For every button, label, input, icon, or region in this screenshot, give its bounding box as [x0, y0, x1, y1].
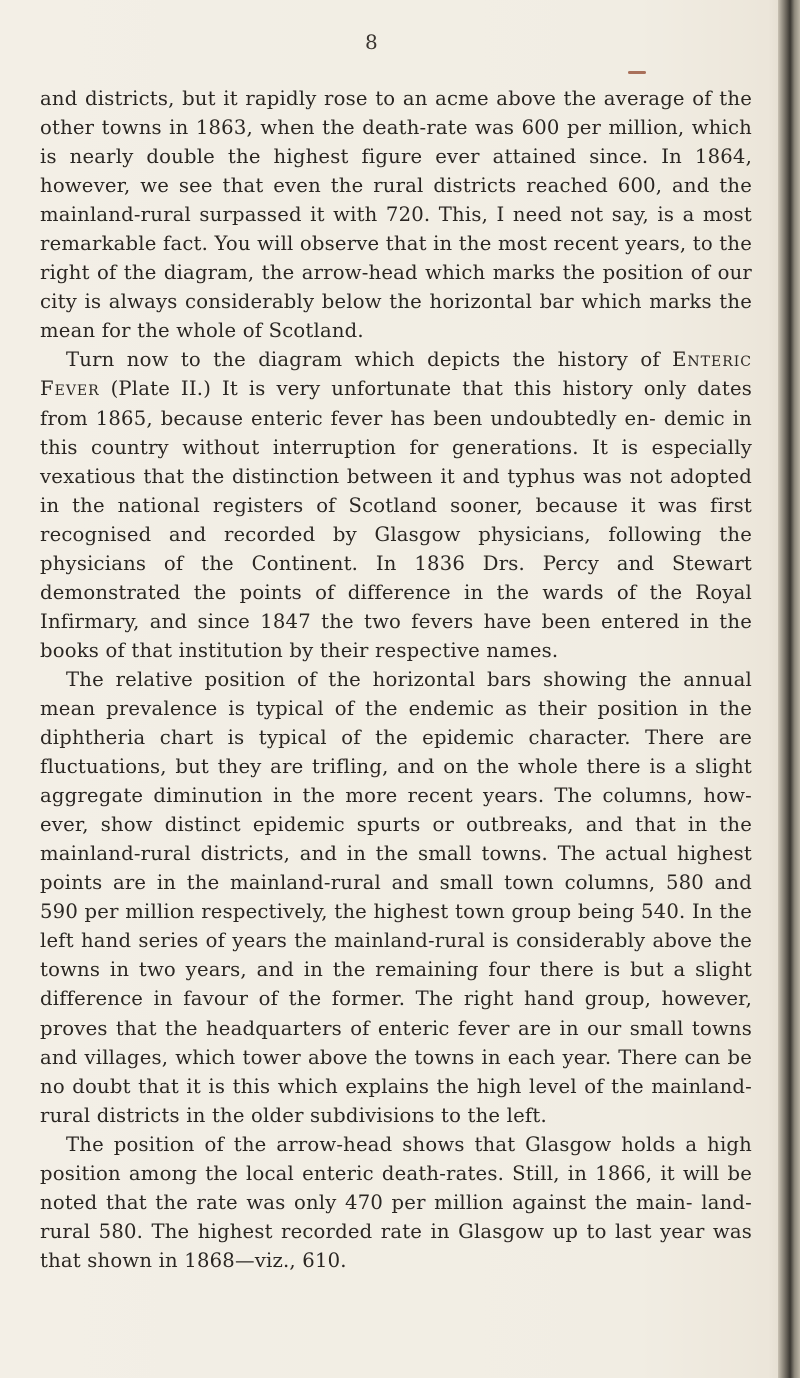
paragraph-text: The position of the arrow-head shows that Glasgow holds a high position among the local enteric death-rates. Still, in 1866, it will be noted that the rate was only 470 per million against the main- land-rural 580. The highest recorded rate in Glasgow up to last year was that shown in 1868—viz., 610. — [40, 1132, 752, 1272]
paragraph-2 — [40, 345, 752, 665]
paragraph-text: Turn now to the diagram which depicts the history of — [66, 348, 673, 372]
page-number: 8 — [365, 30, 378, 54]
paragraph-3 — [40, 665, 752, 1130]
ink-mark — [628, 71, 646, 74]
paragraph-text: and districts, but it rapidly rose to an acme above the average of the other towns in 1863, when the death-rate was 600 per million, which is nearly double the highest figure ever attained since. In 1864, however, we see that even the rural districts reached 600, and the mainland-rural surpassed it with 720. This, I need not say, is a most remarkable fact. You will observe that in the most recent years, to the right of the diagram, the arrow-head which marks the position of our city is always considerably below the horizontal bar which marks the mean for the whole of Scotland. — [40, 87, 752, 343]
paragraph-text: (Plate II.) It is very unfortunate that this history only dates from 1865, because enteric fever has been undoubtedly en- demic in this country without interruption for generations. It is especially vexatious that the distinction between it and typhus was not adopted in the national registers of Scotland sooner, because it was first recognised and recorded by Glasgow physicians, following the physicians of the Continent. In 1836 Drs. Percy and Stewart demonstrated the points of difference in the wards of the Royal Infirmary, and since 1847 the two fevers have been entered in the books of that institution by their respective names. — [40, 377, 752, 662]
section-term-enteric-fever: Enteric Fever — [40, 348, 752, 401]
paragraph-text: The relative position of the horizontal bars showing the annual mean prevalence is typical of the endemic as their position in the diphtheria chart is typical of the epidemic character. There are fluctuations, but they are trifling, and on the whole there is a slight aggregate diminution in the more recent years. The columns, how- ever, show distinct epidemic spurts or outbreaks, and that in the mainland-rural districts, and in the small towns. The actual highest points are in the mainland-rural and small town columns, 580 and 590 per million respectively, the highest town group being 540. In the left hand series of years the mainland-rural is considerably above the towns in two years, and in the remaining four there is but a slight difference in favour of the former. The right hand group, however, proves that the headquarters of enteric fever are in our small towns and villages, which tower above the towns in each year. There can be no doubt that it is this which explains the high level of the mainland-rural districts in the older subdivisions to the left. — [40, 667, 752, 1127]
paragraph-4 — [40, 1130, 752, 1275]
page-edge-shadow — [778, 0, 800, 1378]
body-text — [40, 84, 752, 1275]
paragraph-1 — [40, 84, 752, 345]
